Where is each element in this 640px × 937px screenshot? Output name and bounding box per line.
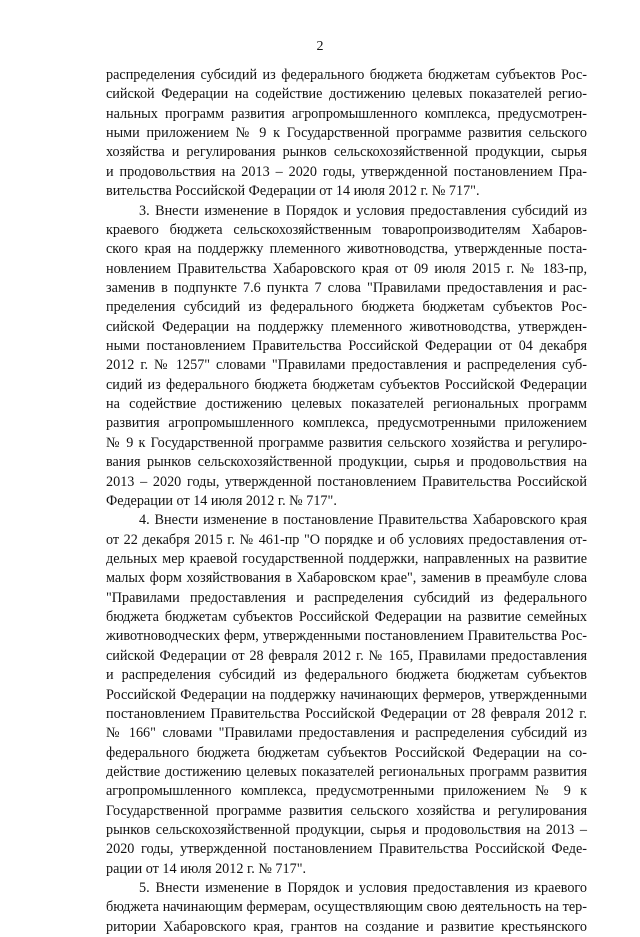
text-line: вания рынков сельскохозяйственной продукции, сырья и продовольствия на — [106, 454, 587, 471]
text-line: Федерации от 14 июля 2012 г. № 717". — [106, 492, 337, 509]
text-line: хозяйства и регулирования рынков сельскохозяйственной продукции, сырья — [106, 144, 587, 161]
text-line: от 22 декабря 2015 г. № 461-пр "О порядке и об условиях предоставления от- — [106, 531, 587, 548]
text-line: "Правилами предоставления и распределения субсидий из федерального — [106, 589, 587, 606]
text-line: федерального бюджета бюджетам субъектов Российской Федерации на со- — [106, 744, 587, 761]
text-line: и распределения субсидий из федерального бюджета бюджетам субъектов — [106, 667, 587, 684]
text-line: краевого бюджета сельскохозяйственным товаропроизводителям Хабаров- — [106, 221, 587, 238]
text-line: сийской Федерации на поддержку племенного животноводства, утвержден- — [106, 318, 587, 335]
text-line: заменив в подпункте 7.6 пункта 7 слова "Правилами предоставления и рас- — [106, 279, 587, 296]
paragraph-first-line: 5. Внести изменение в Порядок и условия предоставления из краевого — [139, 880, 587, 897]
text-line: ными постановлением Правительства Российской Федерации от 04 декабря — [106, 338, 587, 355]
text-line: 2012 г. № 1257" словами "Правилами предоставления и распределения суб- — [106, 357, 587, 374]
text-line: дельных мер краевой государственной поддержки, направленных на развитие — [106, 550, 587, 567]
text-line: животноводческих ферм, утвержденными постановлением Правительства Рос- — [106, 628, 587, 645]
paragraph-first-line: 4. Внести изменение в постановление Правительства Хабаровского края — [139, 512, 587, 529]
text-line: постановлением Правительства Российской Федерации от 28 февраля 2012 г. — [106, 705, 587, 722]
text-line: ритории Хабаровского края, грантов на создание и развитие крестьянского — [106, 918, 587, 935]
text-line: агропромышленного комплекса, предусмотренными приложением № 9 к — [106, 783, 587, 800]
text-line: Российской Федерации на поддержку начинающих фермеров, утвержденными — [106, 686, 587, 703]
text-line: развития агропромышленного комплекса, предусмотренными приложением — [106, 415, 587, 432]
text-line: ными приложением № 9 к Государственной программе развития сельского — [106, 125, 587, 142]
document-body — [106, 66, 587, 937]
text-line: новлением Правительства Хабаровского края от 09 июля 2015 г. № 183-пр, — [106, 260, 587, 277]
text-line: пределения субсидий из федерального бюджета бюджетам субъектов Рос- — [106, 299, 587, 316]
text-line: распределения субсидий из федерального бюджета бюджетам субъектов Рос- — [106, 67, 587, 83]
text-line: бюджета бюджетам субъектов Российской Федерации на развитие семейных — [106, 609, 587, 626]
text-line: бюджета начинающим фермерам, осуществляющим свою деятельность на тер- — [106, 899, 587, 916]
text-line: сидий из федерального бюджета бюджетам субъектов Российской Федерации — [106, 376, 587, 393]
text-line: рации от 14 июля 2012 г. № 717". — [106, 860, 307, 877]
text-line: ского края на поддержку племенного животноводства, утвержденные поста- — [106, 241, 587, 258]
text-line: малых форм хозяйствования в Хабаровском крае", заменив в преамбуле слова — [106, 570, 587, 587]
text-line: вительства Российской Федерации от 14 июля 2012 г. № 717". — [106, 183, 480, 200]
text-line: № 166" словами "Правилами предоставления и распределения субсидий из — [106, 725, 587, 742]
text-line: сийской Федерации на содействие достижению целевых показателей регио- — [106, 86, 587, 103]
text-line: нальных программ развития агропромышленного комплекса, предусмотрен- — [106, 105, 587, 122]
text-line: № 9 к Государственной программе развития сельского хозяйства и регулиро- — [106, 434, 587, 451]
text-line: и продовольствия на 2013 – 2020 годы, утвержденной постановлением Пра- — [106, 163, 587, 180]
text-line: действие достижению целевых показателей региональных программ развития — [106, 763, 587, 780]
page-number: 2 — [316, 39, 324, 54]
text-line: 2013 – 2020 годы, утвержденной постановлением Правительства Российской — [106, 473, 587, 490]
text-line: на содействие достижению целевых показателей региональных программ — [106, 396, 587, 413]
text-line: Государственной программе развития сельского хозяйства и регулирования — [106, 802, 587, 819]
text-line: 2020 годы, утвержденной постановлением Правительства Российской Феде- — [106, 841, 587, 858]
paragraph-first-line: 3. Внести изменение в Порядок и условия предоставления субсидий из — [139, 202, 587, 219]
text-line: рынков сельскохозяйственной продукции, сырья и продовольствия на 2013 – — [106, 822, 587, 839]
text-line: сийской Федерации от 28 февраля 2012 г. № 165, Правилами предоставления — [106, 647, 587, 664]
